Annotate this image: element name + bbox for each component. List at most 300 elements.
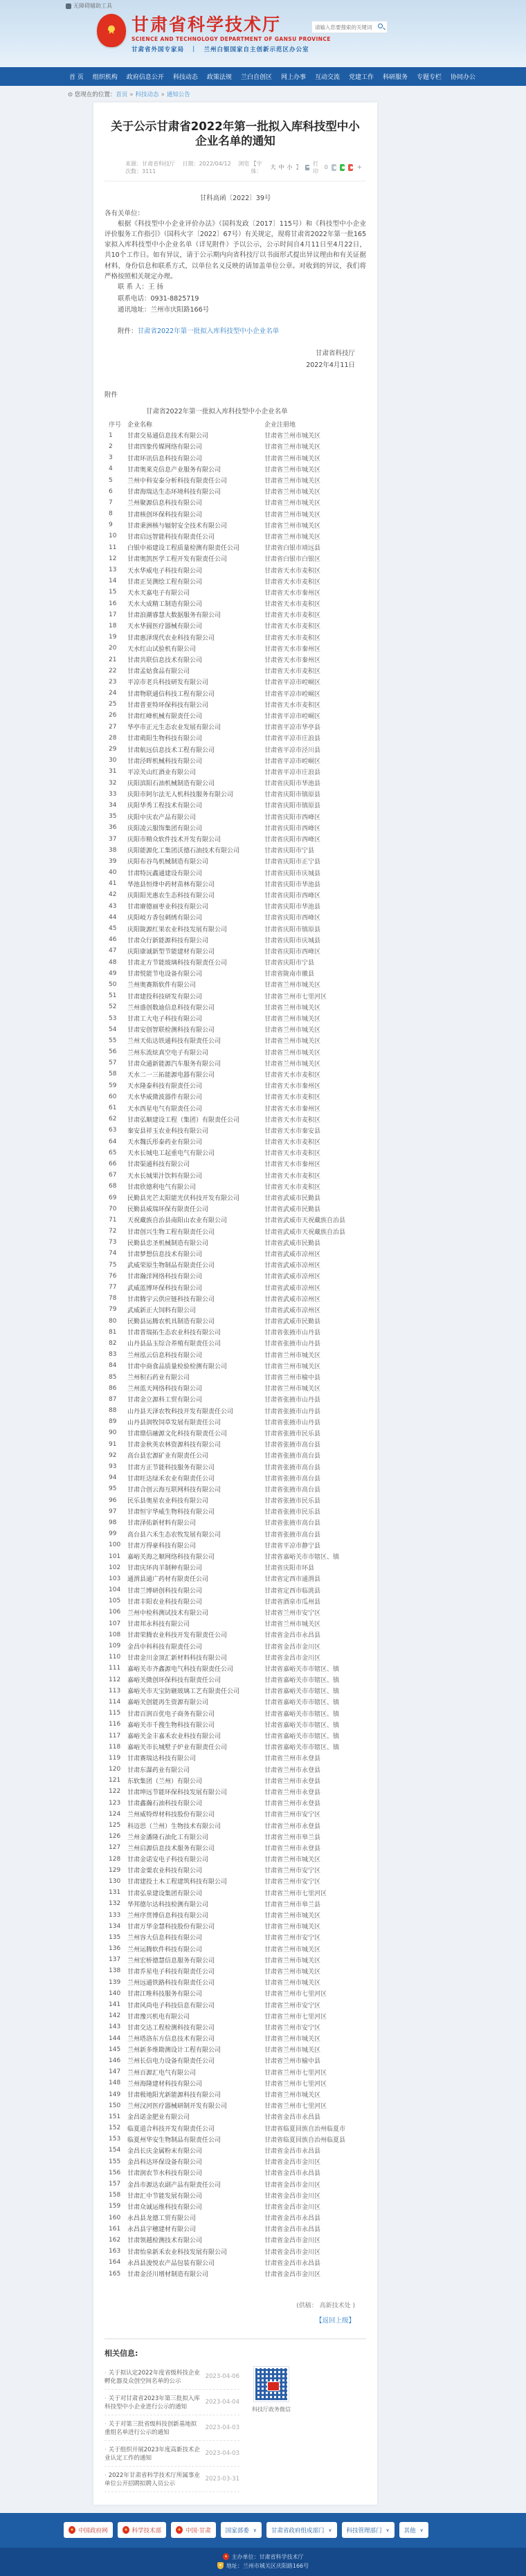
cell-company-name: 天水华威电子科技有限公司	[127, 567, 203, 575]
table-row	[105, 1640, 366, 1652]
table-row	[105, 1550, 366, 1562]
cell-index: 43	[109, 902, 117, 910]
cell-index: 33	[109, 790, 117, 798]
cell-company-name: 甘肃欣德利电气有限公司	[127, 1183, 197, 1191]
cell-index: 41	[109, 880, 117, 888]
gov-dropdown[interactable]	[266, 2522, 337, 2538]
cell-index: 151	[109, 2113, 121, 2120]
nav-item[interactable]: 首 页	[69, 74, 84, 81]
byline: (供稿： 高新技术处 )	[296, 2302, 355, 2309]
print-icon[interactable]	[305, 165, 310, 170]
cell-company-name: 嘉峪关市天宝防砸玻璃工艺有限责任公司	[127, 1688, 240, 1696]
cell-location: 甘肃省嘉峪关市市辖区、镇	[264, 1699, 340, 1707]
attachment-link[interactable]: 甘肃省2022年第一批拟入库科技型中小企业名单	[137, 327, 280, 335]
table-row	[105, 1764, 366, 1775]
cell-index: 32	[109, 779, 117, 787]
table-row	[105, 778, 366, 789]
cell-index: 57	[109, 1059, 117, 1067]
cell-location: 甘肃省兰州市城关区	[264, 522, 321, 530]
cell-location: 甘肃省兰州市城关区	[264, 1957, 321, 1965]
cell-location: 甘肃省庆阳市庆城县	[264, 937, 321, 945]
cell-index: 99	[109, 1530, 117, 1538]
chevron-down-icon: ∨	[253, 2527, 257, 2533]
table-row	[105, 463, 366, 474]
table-row	[105, 1506, 366, 1517]
cell-company-name: 甘肃怡泉新禾农业科技发展有限公司	[127, 2248, 228, 2256]
table-row	[105, 1562, 366, 1573]
footer-host: 主办单位：甘肃省科学技术厅	[231, 2553, 304, 2560]
related-link[interactable]: · 2022年甘肃省科学技术厅所属事业单位公开招聘拟聘人员公示	[105, 2471, 201, 2487]
breadcrumb-prefix: ⊙ 您现在的位置：	[68, 91, 116, 98]
cell-index: 147	[109, 2068, 121, 2076]
cell-index: 102	[109, 1564, 121, 1571]
table-row	[105, 632, 366, 643]
cell-company-name: 平凉关山红酒业有限公司	[127, 769, 197, 776]
cell-index: 155	[109, 2158, 121, 2165]
cell-index: 144	[109, 2034, 121, 2042]
cell-index: 85	[109, 1373, 117, 1381]
cell-index: 122	[109, 1788, 121, 1796]
cell-company-name: 甘肃百润百优电子商务有限公司	[127, 1710, 215, 1718]
cell-company-name: 甘肃泾晖机械科技有限公司	[127, 758, 203, 765]
table-row	[105, 553, 366, 564]
table-row	[105, 901, 366, 912]
cell-index: 78	[109, 1295, 117, 1303]
cell-company-name: 甘肃弘泉建设集团有限公司	[127, 1890, 203, 1897]
related-link[interactable]: · 关于对第三批省级科技创新基地拟重组名单进行公示的通知	[105, 2420, 201, 2436]
cell-company-name: 甘肃交易通信息技术有限公司	[127, 433, 209, 440]
print-label[interactable]: 打印	[313, 160, 319, 175]
cell-index: 117	[109, 1732, 121, 1739]
cell-index: 73	[109, 1239, 117, 1246]
cell-company-name: 嘉峪关海之顺网络科技有限公司	[127, 1554, 215, 1562]
nav-item[interactable]: 网上办事	[280, 74, 306, 81]
table-row	[105, 1842, 366, 1853]
cell-index: 47	[109, 947, 117, 955]
table-row	[105, 1775, 366, 1786]
contact-name: 联 系 人：王 扬	[118, 283, 164, 291]
table-row	[105, 2088, 366, 2100]
cell-location: 甘肃省兰州市榆中县	[264, 1375, 321, 1382]
cell-location: 甘肃省兰州市城关区	[264, 489, 321, 497]
cell-index: 24	[109, 690, 117, 697]
gov-link-box[interactable]	[118, 2522, 167, 2538]
cell-index: 75	[109, 1261, 117, 1269]
cell-location: 甘肃省武威市凉州区	[264, 1273, 321, 1281]
cell-company-name: 甘肃赛瑞达科技有限公司	[127, 1755, 197, 1763]
cell-index: 114	[109, 1698, 121, 1706]
cell-location: 甘肃省武威市凉州区	[264, 1307, 321, 1314]
cell-index: 137	[109, 1956, 121, 1964]
table-row	[105, 2190, 366, 2201]
table-row	[105, 1932, 366, 1943]
cell-index: 159	[109, 2203, 121, 2210]
table-row	[105, 2201, 366, 2212]
main-navbar	[0, 67, 526, 86]
weibo-share-icon[interactable]	[348, 164, 353, 171]
table-row	[105, 1271, 366, 1282]
table-row	[105, 1159, 366, 1170]
cell-company-name: 临夏州华安生物制品有限责任公司	[127, 2136, 221, 2144]
table-row	[105, 1472, 366, 1483]
cell-company-name: 永昌县龙德工贸有限公司	[127, 2215, 197, 2223]
cell-index: 60	[109, 1093, 117, 1100]
cell-company-name: 甘肃众通新能源汽车服务有限公司	[127, 1060, 221, 1068]
table-row	[105, 1181, 366, 1192]
nav-item[interactable]: 专题专栏	[417, 74, 442, 81]
cell-location: 甘肃省庆阳市环县	[264, 1565, 315, 1573]
cell-index: 125	[109, 1822, 121, 1830]
font-size-suffix: 】	[296, 164, 302, 171]
cell-index: 21	[109, 656, 117, 663]
cell-company-name: 兰州聚源信息科技有限公司	[127, 500, 203, 508]
cell-location: 甘肃省张掖市山丹县	[264, 1408, 321, 1415]
cell-location: 甘肃省嘉峪关市市辖区、镇	[264, 1721, 340, 1729]
table-row	[105, 1629, 366, 1640]
cell-index: 53	[109, 1014, 117, 1022]
nav-item[interactable]: 科研服务	[383, 74, 408, 81]
table-row	[105, 957, 366, 968]
cell-company-name: 甘肃金粟农业科技有限公司	[127, 1868, 203, 1875]
article-card	[93, 102, 377, 2505]
cell-company-name: 天水大成精工制造有限公司	[127, 601, 203, 609]
cell-location: 甘肃省天水市秦州区	[264, 645, 321, 653]
table-row	[105, 1887, 366, 1898]
table-row	[105, 1988, 366, 1999]
cell-location: 甘肃省兰州市安宁区	[264, 1868, 321, 1875]
cell-company-name: 天水天嘉电子有限公司	[127, 589, 190, 597]
cell-location: 甘肃省兰州市城关区	[264, 444, 321, 451]
cell-location: 甘肃省金昌市永昌县	[264, 2260, 321, 2267]
cell-location: 甘肃省天水市麦积区	[264, 668, 321, 676]
table-row	[105, 1068, 366, 1080]
cell-index: 5	[109, 476, 113, 484]
cell-location: 甘肃省兰州市安宁区	[264, 2002, 321, 2010]
table-row	[105, 1584, 366, 1595]
cell-location: 甘肃省天水市麦积区	[264, 1071, 321, 1079]
cell-company-name: 高台县六禾生态农牧发展有限公司	[127, 1531, 221, 1539]
cell-index: 49	[109, 969, 117, 977]
cell-index: 63	[109, 1127, 117, 1134]
cell-index: 70	[109, 1205, 117, 1213]
table-row	[105, 878, 366, 889]
breadcrumb-link[interactable]: 首页 »	[116, 90, 135, 98]
table-row	[105, 1898, 366, 1909]
site-title-english: SCIENCE AND TECHNOLOGY DEPARTMENT OF GANSU PROVINCE	[132, 35, 331, 42]
cell-index: 29	[109, 746, 117, 753]
accessibility-tool[interactable]	[66, 2, 112, 10]
chevron-down-icon: ∨	[386, 2527, 390, 2533]
cell-company-name: 甘肃启远智能科技有限责任公司	[127, 533, 215, 541]
font-size-option[interactable]: 大	[270, 164, 276, 171]
cell-company-name: 甘肃荣腾农业科技开发有限责任公司	[127, 1632, 228, 1640]
site-brand	[97, 14, 331, 53]
cell-index: 157	[109, 2181, 121, 2188]
share-icon[interactable]	[332, 164, 336, 171]
cell-index: 116	[109, 1721, 121, 1728]
cell-company-name: 兰州天佑达铁通科技有限责任公司	[127, 1038, 221, 1046]
table-row	[105, 2257, 366, 2268]
table-row	[105, 430, 366, 441]
emblem-star-icon: ★	[107, 24, 116, 37]
cell-location: 甘肃省白银市靖远县	[264, 545, 321, 553]
search-button[interactable]	[376, 21, 387, 33]
gov-link-box[interactable]	[64, 2522, 113, 2538]
table-row	[105, 1192, 366, 1203]
table-row	[105, 474, 366, 485]
cell-location: 甘肃省兰州市永登县	[264, 1766, 321, 1774]
cell-company-name: 永昌县浚悦农产品包装有限公司	[127, 2260, 215, 2267]
cell-location: 甘肃省兰州市城关区	[264, 1980, 321, 1987]
cell-location: 甘肃省张掖市山丹县	[264, 1330, 321, 1337]
related-item	[105, 2441, 239, 2467]
table-row	[105, 486, 366, 497]
cell-company-name: 兰州蓝天网络科技有限公司	[127, 1386, 203, 1393]
cell-company-name: 庆阳阳光惠农生态科技有限公司	[127, 892, 215, 900]
cell-index: 38	[109, 846, 117, 854]
gov-link-box[interactable]	[171, 2522, 216, 2538]
mini-emblem-icon	[123, 2526, 129, 2534]
cell-location: 甘肃省兰州市城关区	[264, 511, 321, 519]
cell-company-name: 高台县宏源矿业有限责任公司	[127, 1453, 209, 1460]
cell-index: 139	[109, 1978, 121, 1986]
cell-location: 甘肃省金昌市永昌县	[264, 1632, 321, 1640]
cell-location: 甘肃省张掖市民乐县	[264, 1430, 321, 1438]
cell-index: 48	[109, 958, 117, 966]
nav-item[interactable]: 组织机构	[92, 74, 118, 81]
table-row	[105, 1427, 366, 1438]
cell-index: 154	[109, 2147, 121, 2154]
cell-company-name: 庆阳凌云服饰集团有限公司	[127, 825, 203, 832]
table-row	[105, 1708, 366, 1719]
cell-company-name: 临夏道合科技开发有限责任公司	[127, 2125, 215, 2133]
table-row	[105, 643, 366, 654]
cell-index: 120	[109, 1766, 121, 1773]
cell-location: 甘肃省平凉市庄浪县	[264, 769, 321, 776]
cell-location: 甘肃省庆阳市西峰区	[264, 837, 321, 844]
cell-location: 甘肃省平凉市泾川县	[264, 746, 321, 754]
cell-index: 37	[109, 835, 117, 843]
cell-index: 86	[109, 1384, 117, 1392]
nav-item[interactable]: 政策法规	[206, 74, 232, 81]
cell-index: 143	[109, 2023, 121, 2031]
related-date: 2023-03-31	[205, 2475, 239, 2483]
cell-index: 36	[109, 824, 117, 832]
cell-location: 甘肃省兰州市城关区	[264, 1913, 321, 1920]
cell-company-name: 甘肃交达工程检测科技有限公司	[127, 2024, 215, 2032]
comment-count: 0	[324, 164, 328, 171]
cell-company-name: 甘肃奥莱克信息产业服务有限公司	[127, 466, 221, 474]
nav-item[interactable]: 兰白自创区	[240, 74, 272, 81]
cell-company-name: 甘肃豫兴机电有限公司	[127, 2013, 190, 2021]
table-row	[105, 1921, 366, 1932]
cell-location: 甘肃省平凉市崆峒区	[264, 690, 321, 698]
table-row	[105, 755, 366, 766]
table-row	[105, 1450, 366, 1461]
gov-dropdown[interactable]	[399, 2522, 428, 2538]
back-link[interactable]: 【返回上级】	[315, 2316, 355, 2325]
cell-index: 84	[109, 1362, 117, 1370]
article-meta	[105, 157, 366, 181]
cell-location: 甘肃省金昌市金川区	[264, 2181, 321, 2189]
cell-location: 甘肃省兰州市城关区	[264, 1386, 321, 1393]
nav-item[interactable]: 科技动态	[172, 74, 198, 81]
cell-company-name: 甘肃金泾川增材制造有限公司	[127, 2271, 209, 2279]
gov-dropdown[interactable]	[342, 2522, 394, 2538]
cell-location: 甘肃省武威市凉州区	[264, 1285, 321, 1292]
cell-location: 甘肃省张掖市高台县	[264, 1486, 321, 1494]
cell-company-name: 甘肃四象传媒网络有限公司	[127, 444, 203, 451]
gov-dropdown-label: 科技管理部门	[346, 2527, 382, 2534]
font-size-option[interactable]: 小	[287, 164, 293, 171]
cell-index: 162	[109, 2236, 121, 2244]
table-row	[105, 688, 366, 699]
cell-company-name: 白银中裕建设工程质量检测有限责任公司	[127, 545, 240, 553]
related-link[interactable]: · 关于拟认定2022年度省级科技企业孵化器及众创空间名单的公示	[105, 2368, 201, 2385]
footer-bottom	[0, 2548, 526, 2576]
cell-index: 82	[109, 1339, 117, 1347]
table-row	[105, 2122, 366, 2134]
cell-index: 80	[109, 1317, 117, 1325]
table-row	[105, 654, 366, 665]
cell-location: 甘肃省兰州市城关区	[264, 1857, 321, 1864]
table-row	[105, 1147, 366, 1159]
nav-item[interactable]: 协同办公	[451, 74, 476, 81]
cell-company-name: 民勤县运腾农机具制造有限公司	[127, 1318, 215, 1326]
cell-company-name: 甘肃方正节能科技服务有限公司	[127, 1464, 215, 1472]
cell-index: 98	[109, 1519, 117, 1526]
cell-index: 83	[109, 1351, 117, 1359]
cell-company-name: 甘肃鼎信融源文化科技有限责任公司	[127, 1430, 228, 1438]
cell-company-name: 甘肃恒宇华威生物科技有限公司	[127, 1509, 215, 1517]
breadcrumb-link[interactable]: 科技动态 »	[136, 90, 167, 98]
wechat-share-icon[interactable]	[340, 164, 345, 171]
chevron-down-icon: ∨	[328, 2527, 332, 2533]
cell-location: 甘肃省平凉市庄浪县	[264, 735, 321, 743]
cell-location: 甘肃省金昌市金川区	[264, 2248, 321, 2256]
more-share-icon[interactable]: +	[356, 163, 362, 171]
cell-index: 31	[109, 768, 117, 776]
cell-company-name: 天水长城果汁饮料有限公司	[127, 1172, 203, 1180]
cell-index: 68	[109, 1183, 117, 1190]
table-row	[105, 1697, 366, 1708]
cell-location: 甘肃省武威市凉州区	[264, 1251, 321, 1258]
cell-index: 103	[109, 1575, 121, 1582]
table-row	[105, 2179, 366, 2190]
cell-location: 甘肃省兰州市安宁区	[264, 1879, 321, 1886]
table-row	[105, 620, 366, 632]
table-row	[105, 677, 366, 688]
cell-index: 100	[109, 1541, 121, 1549]
gov-dropdown[interactable]	[221, 2522, 262, 2538]
cell-company-name: 甘肃普瑞拓生态农业科技有限公司	[127, 1330, 221, 1337]
cell-index: 87	[109, 1395, 117, 1403]
cell-location: 甘肃省嘉峪关市市辖区、镇	[264, 1677, 340, 1685]
cell-index: 142	[109, 2012, 121, 2020]
cell-index: 132	[109, 1900, 121, 1908]
article-paragraph: 根据《科技型中小企业评价办法》（国科发政〔2017〕115号）和《科技型中小企业评价服务工作指引》（国科火字〔2022〕67号）有关规定，现将甘肃省2022年第一批165家拟入库科技型中小企业名单（详见附件）予以公示，公示时间自4月11日至4月22日，共10个工作日。如有异议，请于公示期内向省科技厅以书面形式提出异议理由和有关证据材料、身份信息和联系方式，以单位名义反映的请加盖单位公章。对收到的异议，我们将严格按照相关规定办理。	[105, 220, 366, 280]
cell-company-name: 庆阳市阿尔法无人机科技服务有限公司	[127, 791, 234, 799]
font-size-prefix: 【字体：	[251, 160, 262, 175]
cell-index: 18	[109, 622, 117, 629]
cell-location: 甘肃省白银市白银区	[264, 556, 321, 564]
table-row	[105, 1136, 366, 1147]
table-row	[105, 2010, 366, 2021]
table-row	[105, 1260, 366, 1271]
table-row	[105, 2077, 366, 2088]
cell-company-name: 天水隆泰科技有限责任公司	[127, 1083, 203, 1091]
cell-index: 13	[109, 566, 117, 574]
table-row	[105, 1685, 366, 1697]
cell-company-name: 甘肃润农节水科技有限公司	[127, 2170, 203, 2178]
related-link[interactable]: · 关于对甘肃省2023年第三批拟入库科技型中小企业进行公示的通知	[105, 2394, 201, 2410]
cell-company-name: 嘉峪关市齐鑫源电气科技有限责任公司	[127, 1665, 234, 1673]
cell-company-name: 甘肃正昊测绘工程有限公司	[127, 578, 203, 586]
cell-location: 甘肃省兰州市城关区	[264, 1016, 321, 1023]
nav-item[interactable]: 互动交流	[314, 74, 340, 81]
cell-index: 64	[109, 1138, 117, 1145]
cell-location: 甘肃省兰州市城关区	[264, 1027, 321, 1035]
cell-location: 甘肃省兰州市榆中县	[264, 2058, 321, 2066]
chevron-down-icon: ∨	[419, 2527, 424, 2533]
cell-location: 甘肃省张掖市高台县	[264, 1442, 321, 1449]
font-size-option[interactable]: 中	[278, 164, 284, 171]
table-row	[105, 1001, 366, 1012]
table-row	[105, 1304, 366, 1315]
cell-company-name: 甘肃秉洲核与辐射安全技术有限公司	[127, 522, 228, 530]
breadcrumb-link[interactable]: 通知公告	[166, 91, 190, 98]
cell-location: 甘肃省天水市麦积区	[264, 1150, 321, 1158]
related-link[interactable]: · 关于组织开展2023年度高新技术企业认定工作的通知	[105, 2445, 201, 2462]
table-row	[105, 1461, 366, 1472]
cell-index: 112	[109, 1676, 121, 1683]
cell-index: 34	[109, 801, 117, 809]
nav-item[interactable]: 政府信息公开	[126, 74, 164, 81]
cell-company-name: 甘肃普亚特环保科技有限公司	[127, 701, 209, 709]
nav-item[interactable]: 党建工作	[348, 74, 374, 81]
cell-location: 甘肃省张掖市山丹县	[264, 1419, 321, 1426]
search-input[interactable]	[312, 24, 376, 30]
table-row	[105, 766, 366, 777]
table-row	[105, 1316, 366, 1327]
cell-location: 甘肃省天水市秦州区	[264, 657, 321, 665]
footer-link-bar	[0, 2513, 526, 2548]
cell-company-name: 兰州泓云信息科技有限公司	[127, 1352, 203, 1359]
meta-date: 日期：2022/04/12	[182, 160, 231, 167]
cell-location: 甘肃省天水市秦州区	[264, 1083, 321, 1091]
site-title: 甘肃省科学技术厅	[132, 15, 282, 35]
cell-location: 甘肃省兰州市城关区	[264, 1621, 321, 1629]
table-row	[105, 1237, 366, 1248]
table-row	[105, 452, 366, 463]
gov-dropdown-label: 其他	[403, 2527, 416, 2534]
cell-company-name: 天水红山试验机有限公司	[127, 645, 197, 653]
table-row	[105, 889, 366, 900]
qr-code	[254, 2367, 289, 2401]
cell-company-name: 永昌县宇穗建材有限公司	[127, 2226, 197, 2234]
cell-company-name: 甘肃泽佑新材料有限公司	[127, 1520, 197, 1528]
table-row	[105, 2100, 366, 2111]
cell-index: 40	[109, 869, 117, 877]
table-row	[105, 1091, 366, 1102]
table-row	[105, 2111, 366, 2122]
cell-company-name: 甘肃合创云海互联网科技有限公司	[127, 1486, 221, 1494]
table-row	[105, 1371, 366, 1382]
table-row	[105, 2145, 366, 2156]
cell-index: 134	[109, 1922, 121, 1930]
cell-index: 61	[109, 1104, 117, 1112]
cell-location: 甘肃省武威市民勤县	[264, 1195, 321, 1203]
